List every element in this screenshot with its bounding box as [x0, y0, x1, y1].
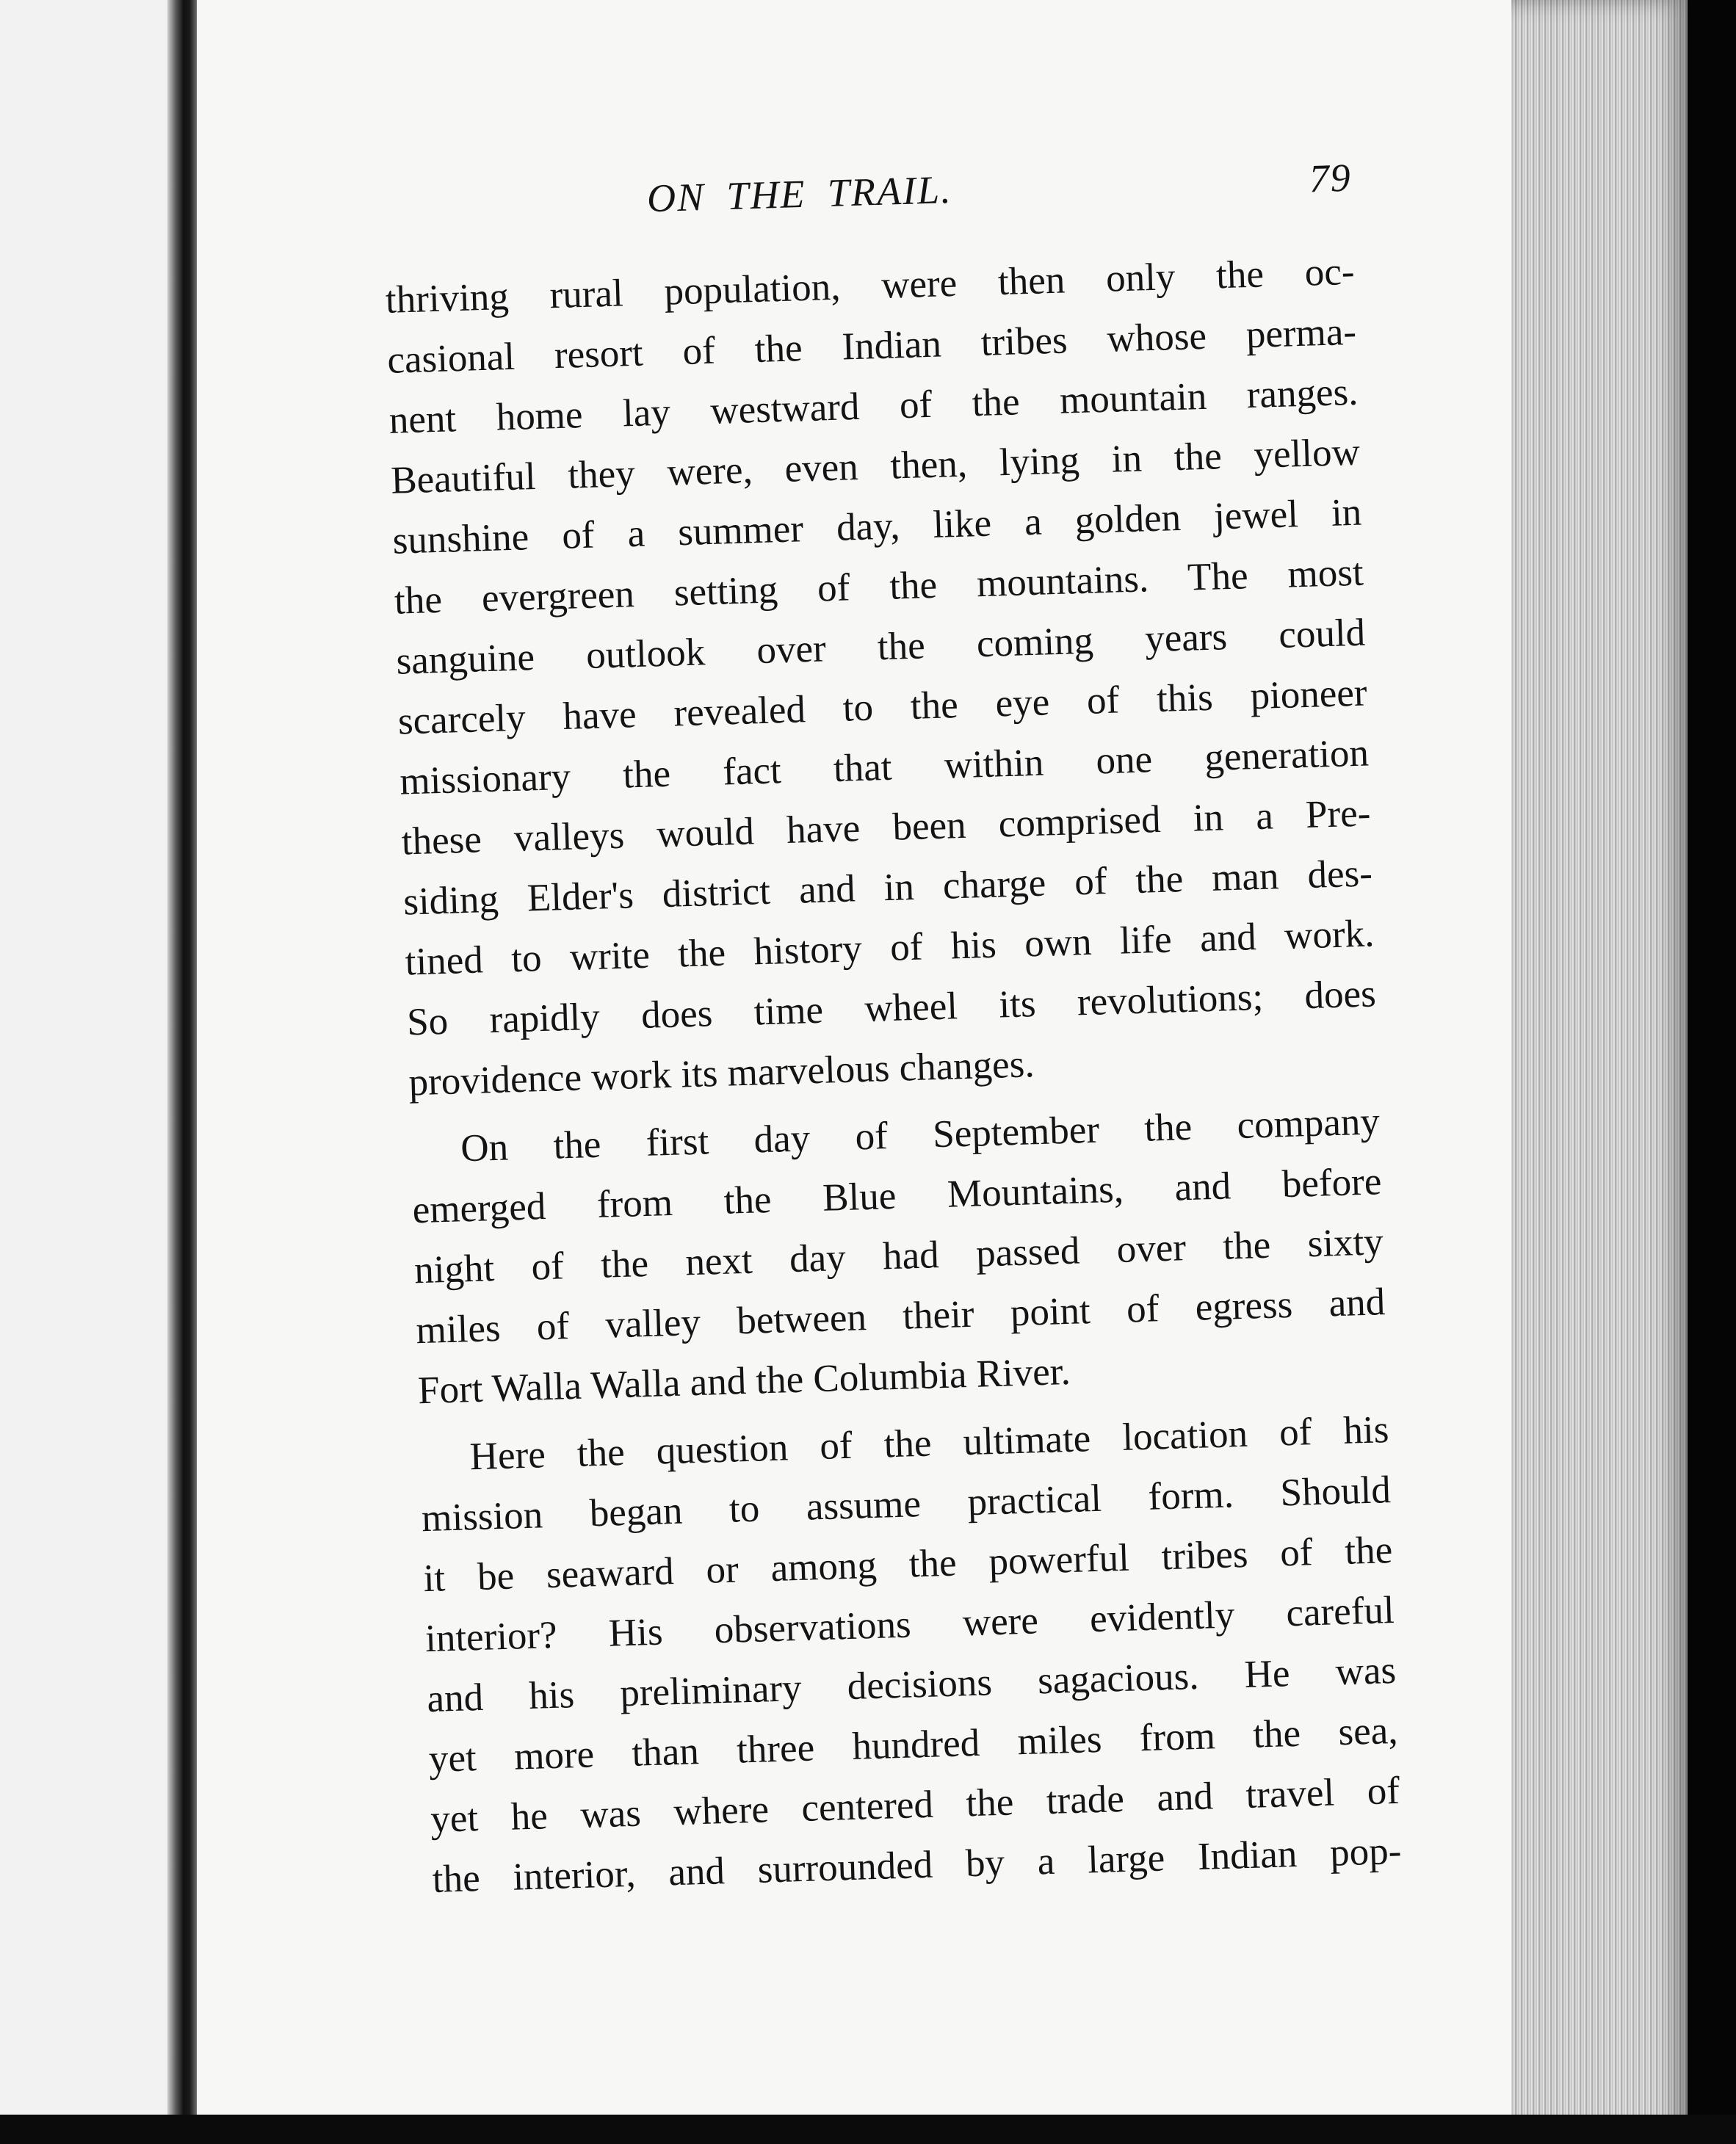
text-line: sunshine of a summer day, like a golden jewel in — [391, 490, 1363, 562]
paragraph-3 — [419, 1399, 1403, 1910]
page-text-block — [382, 148, 1403, 1917]
text-line: the evergreen setting of the mountains. The most — [394, 551, 1364, 623]
text-line: nent home lay westward of the mountain ranges. — [388, 370, 1359, 442]
page-edges — [1511, 0, 1688, 2144]
book-gutter — [167, 0, 197, 2144]
scan-background-right — [1688, 0, 1736, 2144]
text-line: it be seaward or among the powerful tribes of the — [422, 1529, 1393, 1601]
text-line: Fort Walla Walla and the Columbia River. — [417, 1350, 1071, 1413]
text-line: thriving rural population, were then only the oc- — [385, 250, 1356, 322]
text-line: yet he was where centered the trade and travel of — [430, 1769, 1400, 1841]
text-line: emerged from the Blue Mountains, and before — [411, 1160, 1383, 1232]
text-line: these valleys would have been comprised in a Pre- — [401, 792, 1372, 863]
text-line: sanguine outlook over the coming years could — [395, 611, 1366, 683]
text-line: tined to write the history of his own life and work. — [404, 912, 1375, 984]
text-line: On the first day of September the company — [460, 1100, 1381, 1170]
page-number: 79 — [1308, 155, 1353, 201]
text-line: and his preliminary decisions sagacious. He was — [426, 1648, 1397, 1721]
text-line: So rapidly does time wheel its revolutions; does — [406, 972, 1377, 1044]
scan-background-bottom — [0, 2115, 1736, 2144]
text-line: Beautiful they were, even then, lying in the yellow — [390, 430, 1361, 502]
text-line: providence work its marvelous changes. — [408, 1043, 1035, 1104]
text-line: mission began to assume practical form. Should — [421, 1468, 1392, 1540]
text-line: interior? His observations were evidently careful — [424, 1588, 1395, 1661]
left-facing-page — [0, 0, 180, 2144]
paragraph-2 — [410, 1091, 1388, 1421]
text-line: siding Elder's district and in charge of the man des- — [402, 852, 1373, 924]
text-line: miles of valley between their point of egress and — [415, 1281, 1386, 1352]
text-line: casional resort of the Indian tribes whose perma- — [386, 310, 1357, 382]
text-line: scarcely have revealed to the eye of this pioneer — [397, 671, 1368, 743]
running-head-title: ON THE TRAIL. — [646, 167, 953, 221]
text-line: yet more than three hundred miles from the sea, — [428, 1709, 1399, 1781]
paragraph-1 — [385, 242, 1378, 1113]
body-text — [385, 242, 1403, 1910]
text-line: Here the question of the ultimate location of his — [469, 1408, 1390, 1479]
text-line: night of the next day had passed over the sixty — [413, 1220, 1384, 1292]
text-line: missionary the fact that within one generation — [399, 731, 1370, 803]
text-line: the interior, and surrounded by a large Indian pop- — [431, 1829, 1403, 1901]
